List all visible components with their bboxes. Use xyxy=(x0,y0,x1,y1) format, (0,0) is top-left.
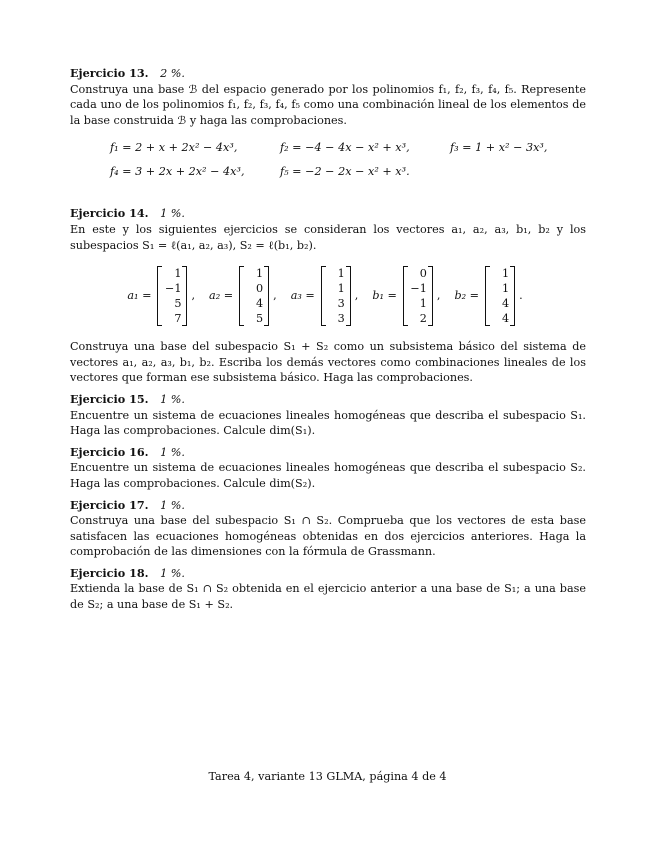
exercise-text: Encuentre un sistema de ecuaciones lineales homogéneas que describa el subespacio S₁. Haga las comprobaciones. Calcule dim(S₁). xyxy=(70,408,586,438)
vector-entry: 0 xyxy=(419,267,427,281)
vector-entry: 3 xyxy=(337,312,345,326)
column-vector xyxy=(321,266,351,326)
exercise-text: Encuentre un sistema de ecuaciones lineales homogéneas que describa el subespacio S₂. Haga las comprobaciones. Calcule dim(S₂). xyxy=(70,461,586,490)
vector-entry: −1 xyxy=(164,282,182,296)
vector-label: b₂ = xyxy=(454,289,480,303)
vector-label: a₁ = xyxy=(127,289,152,303)
vector-entry: 0 xyxy=(256,282,264,296)
exercise-17 xyxy=(70,498,586,560)
exercise-14 xyxy=(70,206,586,386)
vector-separator: . xyxy=(519,289,523,303)
vector-label: b₁ = xyxy=(372,289,397,303)
polynomial-f4: f₄ = 3 + 2x + 2x² − 4x³, xyxy=(110,165,245,179)
exercise-17-heading xyxy=(70,498,586,514)
exercise-16-heading xyxy=(70,445,586,461)
exercise-title: Ejercicio 15. xyxy=(70,391,149,406)
vector-entry: 5 xyxy=(256,312,264,326)
vector-entry: 3 xyxy=(337,297,345,311)
exercise-15-heading xyxy=(70,392,586,408)
polynomial-f3: f₃ = 1 + x² − 3x³, xyxy=(450,141,548,155)
vector-b1 xyxy=(372,266,446,326)
vector-entry: 1 xyxy=(337,267,345,281)
vector-entry: 4 xyxy=(501,312,510,326)
exercise-weight: 1 %. xyxy=(160,566,185,580)
column-vector xyxy=(403,266,433,326)
exercise-text: Construya una base del subespacio S₁ + S₂ como un subsistema básico del sistema de vectores a₁, a₂, a₃, b₁, b₂. Escriba los demás vectores como combinaciones lineales de los vectores que forman ese subsistema básico. Haga las comprobaciones. xyxy=(70,340,586,385)
column-vector xyxy=(485,266,515,326)
exercise-text: Construya una base ℬ del espacio generado por los polinomios f₁, f₂, f₃, f₄, f₅. Represente cada uno de los polinomios f₁, f₂, f₃, f₄, f₅ como una combinación lineal de los elementos de la base construida ℬ y haga las comprobaciones. xyxy=(70,82,586,127)
vector-entry: −1 xyxy=(410,282,427,296)
vector-a2 xyxy=(209,266,283,326)
vector-entry: 4 xyxy=(501,297,510,311)
polynomial-f2: f₂ = −4 − 4x − x² + x³, xyxy=(280,141,410,155)
exercise-title: Ejercicio 17. xyxy=(70,497,149,512)
exercise-intro: En este y los siguientes ejercicios se consideran los vectores a₁, a₂, a₃, b₁, b₂ y los subespacios S₁ = ℓ(a₁, a₂, a₃), S₂ = ℓ(b₁, b₂). xyxy=(70,222,586,252)
vector-b2 xyxy=(454,266,528,326)
exercise-13-heading xyxy=(70,66,586,82)
exercise-14-heading xyxy=(70,206,586,222)
exercise-weight: 1 %. xyxy=(160,445,185,459)
vector-entry: 1 xyxy=(419,297,427,311)
vector-a3 xyxy=(291,266,365,326)
exercise-title: Ejercicio 14. xyxy=(70,206,149,221)
exercise-text: Extienda la base de S₁ ∩ S₂ obtenida en el ejercicio anterior a una base de S₁; a una base de S₂; a una base de S₁ + S₂. xyxy=(70,582,586,612)
exercise-title: Ejercicio 16. xyxy=(70,444,149,459)
vector-entry: 1 xyxy=(501,282,510,296)
vector-separator: , xyxy=(273,289,277,303)
exercise-13 xyxy=(70,66,586,180)
column-vector xyxy=(239,266,269,326)
exercise-weight: 1 %. xyxy=(160,392,185,406)
column-vector xyxy=(157,266,187,326)
exercise-18-heading xyxy=(70,566,586,582)
polynomial-f1: f₁ = 2 + x + 2x² − 4x³, xyxy=(110,141,238,155)
exercise-16 xyxy=(70,445,586,492)
vector-a1 xyxy=(127,266,201,326)
page-footer: Tarea 4, variante 13 GLMA, página 4 de 4 xyxy=(208,770,447,783)
vector-separator: , xyxy=(436,289,441,303)
polynomial-list xyxy=(70,136,586,180)
vector-label: a₃ = xyxy=(290,289,315,303)
exercise-title: Ejercicio 13. xyxy=(70,66,149,80)
polynomial-f5: f₅ = −2 − 2x − x² + x³. xyxy=(280,165,410,179)
exercise-15 xyxy=(70,392,586,439)
vector-entry: 1 xyxy=(337,282,345,296)
vector-list xyxy=(70,263,586,329)
vector-entry: 1 xyxy=(174,267,182,281)
vector-separator: , xyxy=(191,289,196,303)
exercise-title: Ejercicio 18. xyxy=(70,565,149,580)
vector-entry: 1 xyxy=(501,267,510,281)
page-content xyxy=(70,66,586,619)
exercise-18 xyxy=(70,566,586,613)
exercise-weight: 2 %. xyxy=(160,67,185,80)
vector-entry: 4 xyxy=(256,297,264,311)
vector-entry: 5 xyxy=(174,297,182,311)
vector-entry: 7 xyxy=(174,312,182,326)
exercise-weight: 1 %. xyxy=(160,498,185,512)
vector-separator: , xyxy=(354,289,359,303)
vector-entry: 1 xyxy=(256,267,264,281)
vector-label: a₂ = xyxy=(209,289,234,303)
vector-entry: 2 xyxy=(419,312,427,326)
exercise-text: Construya una base del subespacio S₁ ∩ S₂. Comprueba que los vectores de esta base satisfacen las ecuaciones homogéneas obtenidas en dos ejercicios anteriores. Haga la comprobación de las dimensiones con la fórmula de Grassmann. xyxy=(70,514,586,559)
exercise-weight: 1 %. xyxy=(160,207,185,221)
